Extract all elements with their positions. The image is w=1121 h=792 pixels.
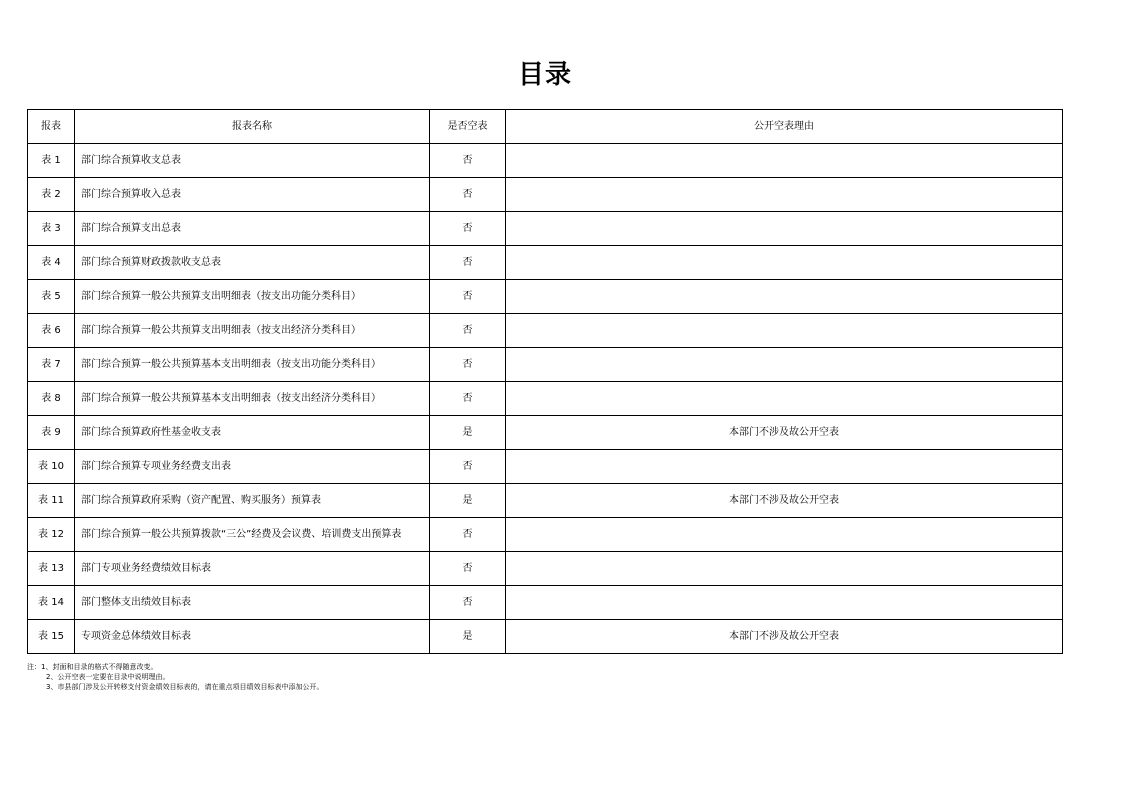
row-table-number: 表 4 — [28, 246, 75, 280]
row-is-empty: 否 — [430, 450, 506, 484]
table-row — [28, 518, 1063, 552]
header-is-empty: 是否空表 — [430, 110, 506, 144]
row-empty-reason — [506, 450, 1063, 484]
row-empty-reason — [506, 178, 1063, 212]
row-table-number: 表 3 — [28, 212, 75, 246]
row-table-name: 部门综合预算支出总表 — [75, 212, 430, 246]
row-table-name: 专项资金总体绩效目标表 — [75, 620, 430, 654]
table-row — [28, 212, 1063, 246]
row-empty-reason — [506, 518, 1063, 552]
catalog-table — [27, 109, 1063, 654]
row-table-name: 部门综合预算一般公共预算支出明细表（按支出经济分类科目） — [75, 314, 430, 348]
row-empty-reason — [506, 552, 1063, 586]
row-is-empty: 否 — [430, 144, 506, 178]
table-row — [28, 144, 1063, 178]
row-empty-reason — [506, 280, 1063, 314]
row-table-number: 表 1 — [28, 144, 75, 178]
header-empty-reason: 公开空表理由 — [506, 110, 1063, 144]
row-is-empty: 否 — [430, 314, 506, 348]
row-table-name: 部门综合预算收入总表 — [75, 178, 430, 212]
table-row — [28, 178, 1063, 212]
row-is-empty: 否 — [430, 280, 506, 314]
footnote-line: 2、公开空表一定要在目录中说明理由。 — [46, 673, 170, 681]
row-table-name: 部门综合预算一般公共预算拨款“三公”经费及会议费、培训费支出预算表 — [75, 518, 430, 552]
row-table-number: 表 7 — [28, 348, 75, 382]
row-table-number: 表 12 — [28, 518, 75, 552]
row-empty-reason: 本部门不涉及故公开空表 — [506, 416, 1063, 450]
row-empty-reason — [506, 586, 1063, 620]
row-table-number: 表 2 — [28, 178, 75, 212]
row-empty-reason: 本部门不涉及故公开空表 — [506, 484, 1063, 518]
row-table-number: 表 6 — [28, 314, 75, 348]
row-table-name: 部门综合预算政府采购（资产配置、购买服务）预算表 — [75, 484, 430, 518]
row-table-name: 部门专项业务经费绩效目标表 — [75, 552, 430, 586]
row-table-number: 表 5 — [28, 280, 75, 314]
table-row — [28, 348, 1063, 382]
row-empty-reason — [506, 246, 1063, 280]
row-table-name: 部门综合预算一般公共预算基本支出明细表（按支出功能分类科目） — [75, 348, 430, 382]
row-table-number: 表 13 — [28, 552, 75, 586]
row-table-number: 表 15 — [28, 620, 75, 654]
table-row — [28, 450, 1063, 484]
table-row — [28, 586, 1063, 620]
table-header-row — [28, 110, 1063, 144]
row-empty-reason — [506, 348, 1063, 382]
table-row — [28, 280, 1063, 314]
row-empty-reason — [506, 144, 1063, 178]
row-table-number: 表 9 — [28, 416, 75, 450]
header-table-number: 报表 — [28, 110, 75, 144]
row-table-name: 部门综合预算收支总表 — [75, 144, 430, 178]
header-table-name: 报表名称 — [75, 110, 430, 144]
row-table-number: 表 11 — [28, 484, 75, 518]
row-is-empty: 是 — [430, 620, 506, 654]
row-table-number: 表 8 — [28, 382, 75, 416]
row-empty-reason: 本部门不涉及故公开空表 — [506, 620, 1063, 654]
row-table-name: 部门整体支出绩效目标表 — [75, 586, 430, 620]
footnotes — [27, 662, 323, 692]
row-table-number: 表 10 — [28, 450, 75, 484]
row-empty-reason — [506, 314, 1063, 348]
row-is-empty: 否 — [430, 586, 506, 620]
row-table-name: 部门综合预算一般公共预算基本支出明细表（按支出经济分类科目） — [75, 382, 430, 416]
row-is-empty: 否 — [430, 552, 506, 586]
footnote-line: 3、市县部门涉及公开转移支付资金绩效目标表的，请在重点项目绩效目标表中添加公开。 — [46, 683, 324, 691]
row-table-name: 部门综合预算财政拨款收支总表 — [75, 246, 430, 280]
row-is-empty: 是 — [430, 416, 506, 450]
table-row — [28, 246, 1063, 280]
row-table-name: 部门综合预算专项业务经费支出表 — [75, 450, 430, 484]
row-table-name: 部门综合预算政府性基金收支表 — [75, 416, 430, 450]
table-row — [28, 620, 1063, 654]
table-body — [28, 144, 1063, 654]
row-table-number: 表 14 — [28, 586, 75, 620]
row-is-empty: 是 — [430, 484, 506, 518]
row-is-empty: 否 — [430, 518, 506, 552]
row-empty-reason — [506, 212, 1063, 246]
table-row — [28, 484, 1063, 518]
row-is-empty: 否 — [430, 212, 506, 246]
row-is-empty: 否 — [430, 246, 506, 280]
row-is-empty: 否 — [430, 178, 506, 212]
page-title: 目录 — [517, 60, 572, 90]
row-table-name: 部门综合预算一般公共预算支出明细表（按支出功能分类科目） — [75, 280, 430, 314]
table-row — [28, 314, 1063, 348]
table-row — [28, 382, 1063, 416]
table-row — [28, 416, 1063, 450]
row-is-empty: 否 — [430, 348, 506, 382]
table-row — [28, 552, 1063, 586]
row-is-empty: 否 — [430, 382, 506, 416]
footnote-line: 注：1、封面和目录的格式不得随意改变。 — [27, 663, 158, 671]
row-empty-reason — [506, 382, 1063, 416]
